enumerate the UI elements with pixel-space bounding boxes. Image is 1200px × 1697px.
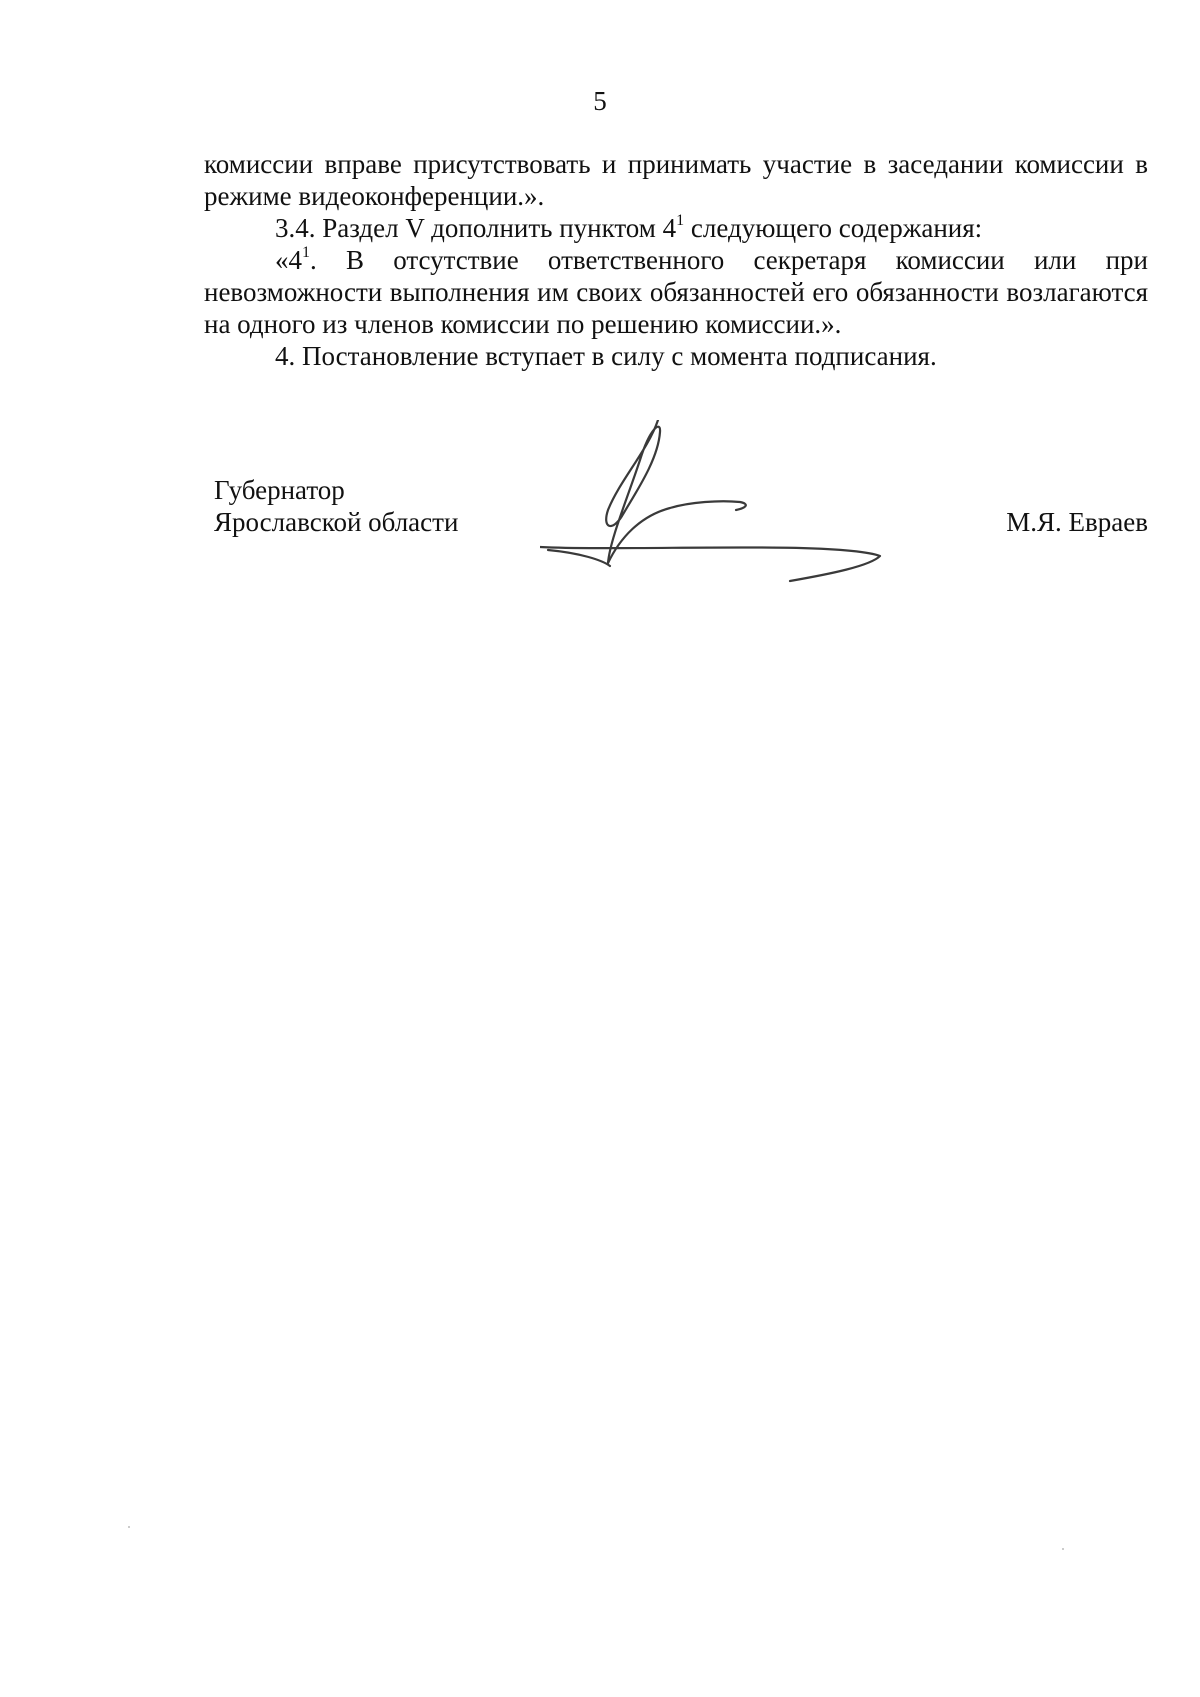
page-number: 5 xyxy=(593,86,607,116)
paragraph-item-3-4 xyxy=(204,212,1148,244)
signatory-name: М.Я. Евраев xyxy=(1006,507,1148,537)
scan-speck xyxy=(128,1526,130,1528)
paragraph-text: следующего содержания: xyxy=(684,213,983,243)
scan-speck xyxy=(1062,1548,1064,1550)
paragraph-continuation: комиссии вправе присутствовать и принимать участие в заседании комиссии в режиме видеоконференции.». xyxy=(204,149,1148,211)
paragraph-item-4: 4. Постановление вступает в силу с момента подписания. xyxy=(275,341,937,371)
paragraph-text: «4 xyxy=(275,245,302,275)
paragraph-text: 3.4. Раздел V дополнить пунктом 4 xyxy=(275,213,677,243)
document-body xyxy=(204,148,1148,372)
superscript: 1 xyxy=(302,244,310,261)
signatory-position xyxy=(214,474,458,538)
handwritten-signature xyxy=(540,420,910,600)
position-title: Губернатор xyxy=(214,475,345,505)
superscript: 1 xyxy=(676,212,685,229)
position-region: Ярославской области xyxy=(214,507,459,537)
paragraph-text: . В отсутствие ответственного секретаря комиссии или при невозможности выполнения им своих обязанностей его обязанности возлагаются на одного из членов комиссии по решению комиссии.». xyxy=(204,245,1148,339)
paragraph-quoted-point xyxy=(204,244,1148,340)
